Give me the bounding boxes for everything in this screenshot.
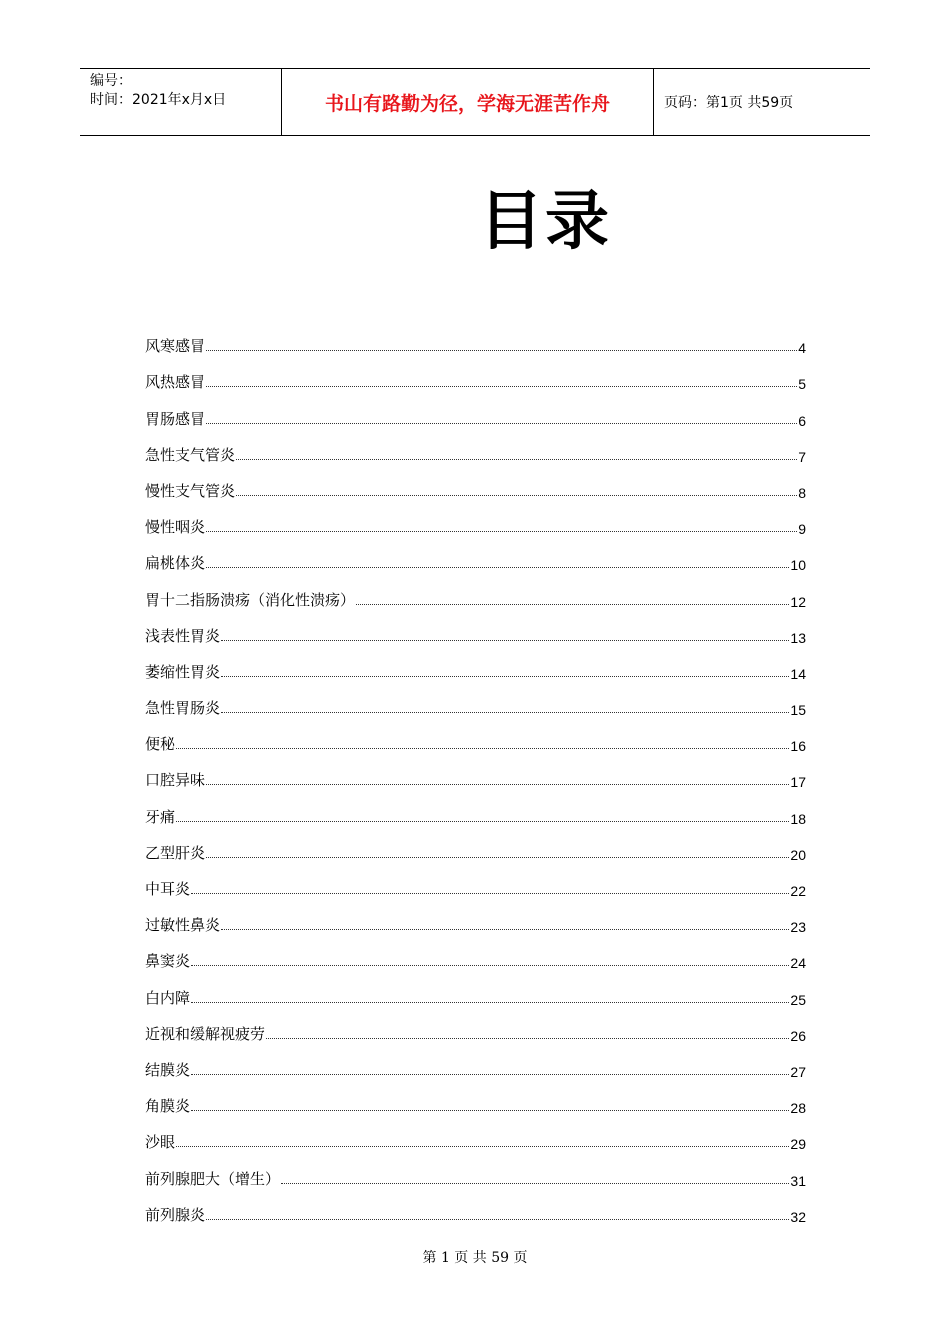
toc-entry-page: 13 [790,629,806,646]
toc-leader-dots [266,1038,789,1039]
toc-entry-label: 风寒感冒 [145,337,206,356]
toc-entry[interactable] [145,1080,806,1116]
toc-leader-dots [236,495,797,496]
toc-entry-label: 胃十二指肠溃疡（消化性溃疡） [145,590,356,609]
toc-entry[interactable] [145,935,806,971]
toc-leader-dots [176,821,789,822]
toc-entry-label: 萎缩性胃炎 [145,662,221,681]
toc-leader-dots [221,640,789,641]
toc-entry-page: 20 [790,846,806,863]
toc-entry-label: 鼻窦炎 [145,952,191,971]
toc-leader-dots [191,1110,789,1111]
toc-entry[interactable] [145,754,806,790]
time-label: 时间：2021年x月x日 [90,92,227,108]
toc-entry-label: 结膜炎 [145,1060,191,1079]
toc-entry[interactable] [145,465,806,501]
toc-entry-page: 12 [790,593,806,610]
number-label: 编号： [90,73,132,89]
toc-entry-page: 17 [790,774,806,791]
toc-entry-label: 近视和缓解视疲劳 [145,1024,266,1043]
toc-entry-label: 胃肠感冒 [145,409,206,428]
toc-entry[interactable] [145,573,806,609]
toc-entry-label: 过敏性鼻炎 [145,916,221,935]
toc-entry[interactable] [145,392,806,428]
toc-entry-page: 8 [798,484,806,501]
toc-leader-dots [206,350,797,351]
toc-entry[interactable] [145,827,806,863]
toc-entry[interactable] [145,1152,806,1188]
toc-entry-page: 26 [790,1027,806,1044]
toc-leader-dots [221,712,789,713]
toc-entry-page: 28 [790,1100,806,1117]
toc-leader-dots [191,1074,789,1075]
toc-entry-label: 风热感冒 [145,373,206,392]
toc-entry[interactable] [145,356,806,392]
page-footer: 第 1 页 共 59 页 [422,1250,528,1266]
toc-entry-page: 22 [790,883,806,899]
toc-leader-dots [206,423,797,424]
toc-entry-page: 4 [798,340,806,357]
toc-leader-dots [206,857,789,858]
toc-entry-page: 16 [790,738,806,755]
toc-entry-page: 7 [798,448,806,465]
toc-entry-label: 急性支气管炎 [145,445,236,464]
toc-entry[interactable] [145,899,806,935]
table-of-contents [145,320,806,1225]
toc-entry-label: 慢性咽炎 [145,518,206,537]
toc-leader-dots [236,459,797,460]
toc-entry-label: 前列腺炎 [145,1205,206,1224]
toc-leader-dots [206,386,797,387]
toc-entry-label: 扁桃体炎 [145,554,206,573]
toc-leader-dots [356,604,789,605]
toc-leader-dots [176,748,789,749]
toc-entry-page: 18 [790,810,806,827]
toc-entry-page: 15 [790,702,806,719]
toc-entry-label: 白内障 [145,988,191,1007]
toc-entry-page: 23 [790,919,806,936]
toc-entry-label: 牙痛 [145,807,176,826]
toc-leader-dots [206,1219,789,1220]
toc-entry[interactable] [145,537,806,573]
toc-entry[interactable] [145,1044,806,1080]
page-title: 目录 [479,185,611,259]
toc-leader-dots [221,929,789,930]
toc-entry-label: 浅表性胃炎 [145,626,221,645]
toc-entry-page: 10 [790,557,806,574]
toc-entry-label: 前列腺肥大（增生） [145,1169,281,1188]
toc-entry-page: 5 [798,376,806,393]
toc-entry-label: 乙型肝炎 [145,843,206,862]
toc-entry[interactable] [145,501,806,537]
toc-entry-page: 25 [790,991,806,1008]
toc-entry-page: 24 [790,955,806,972]
toc-entry-label: 角膜炎 [145,1097,191,1116]
toc-entry[interactable] [145,718,806,754]
toc-entry[interactable] [145,971,806,1007]
toc-entry[interactable] [145,1189,806,1225]
toc-entry[interactable] [145,790,806,826]
page-header [80,68,870,136]
toc-entry[interactable] [145,646,806,682]
toc-leader-dots [206,784,789,785]
toc-entry[interactable] [145,863,806,899]
toc-leader-dots [191,1002,789,1003]
toc-leader-dots [206,531,797,532]
toc-leader-dots [221,676,789,677]
toc-entry-label: 口腔异味 [145,771,206,790]
toc-entry-page: 32 [790,1208,806,1225]
toc-entry-label: 急性胃肠炎 [145,699,221,718]
toc-entry-label: 便秘 [145,735,176,754]
toc-entry[interactable] [145,429,806,465]
toc-entry[interactable] [145,682,806,718]
toc-entry-page: 9 [798,521,806,538]
toc-entry-page: 31 [790,1172,806,1189]
toc-entry-label: 沙眼 [145,1133,176,1152]
toc-entry-page: 6 [798,412,806,429]
toc-entry-label: 慢性支气管炎 [145,481,236,500]
toc-entry-page: 27 [790,1063,806,1080]
toc-leader-dots [191,893,789,894]
toc-entry[interactable] [145,610,806,646]
header-page-info: 页码：第1页 共59页 [664,95,794,111]
toc-leader-dots [176,1146,789,1147]
toc-entry[interactable] [145,320,806,356]
toc-entry-page: 14 [790,665,806,682]
header-meta [80,69,282,135]
toc-entry-label: 中耳炎 [145,880,191,898]
toc-leader-dots [191,965,789,966]
toc-leader-dots [206,567,789,568]
toc-leader-dots [281,1183,789,1184]
toc-entry-page: 29 [790,1136,806,1153]
header-motto: 书山有路勤为径，学海无涯苦作舟 [282,69,654,135]
toc-entry[interactable] [145,1008,806,1044]
toc-entry[interactable] [145,1116,806,1152]
